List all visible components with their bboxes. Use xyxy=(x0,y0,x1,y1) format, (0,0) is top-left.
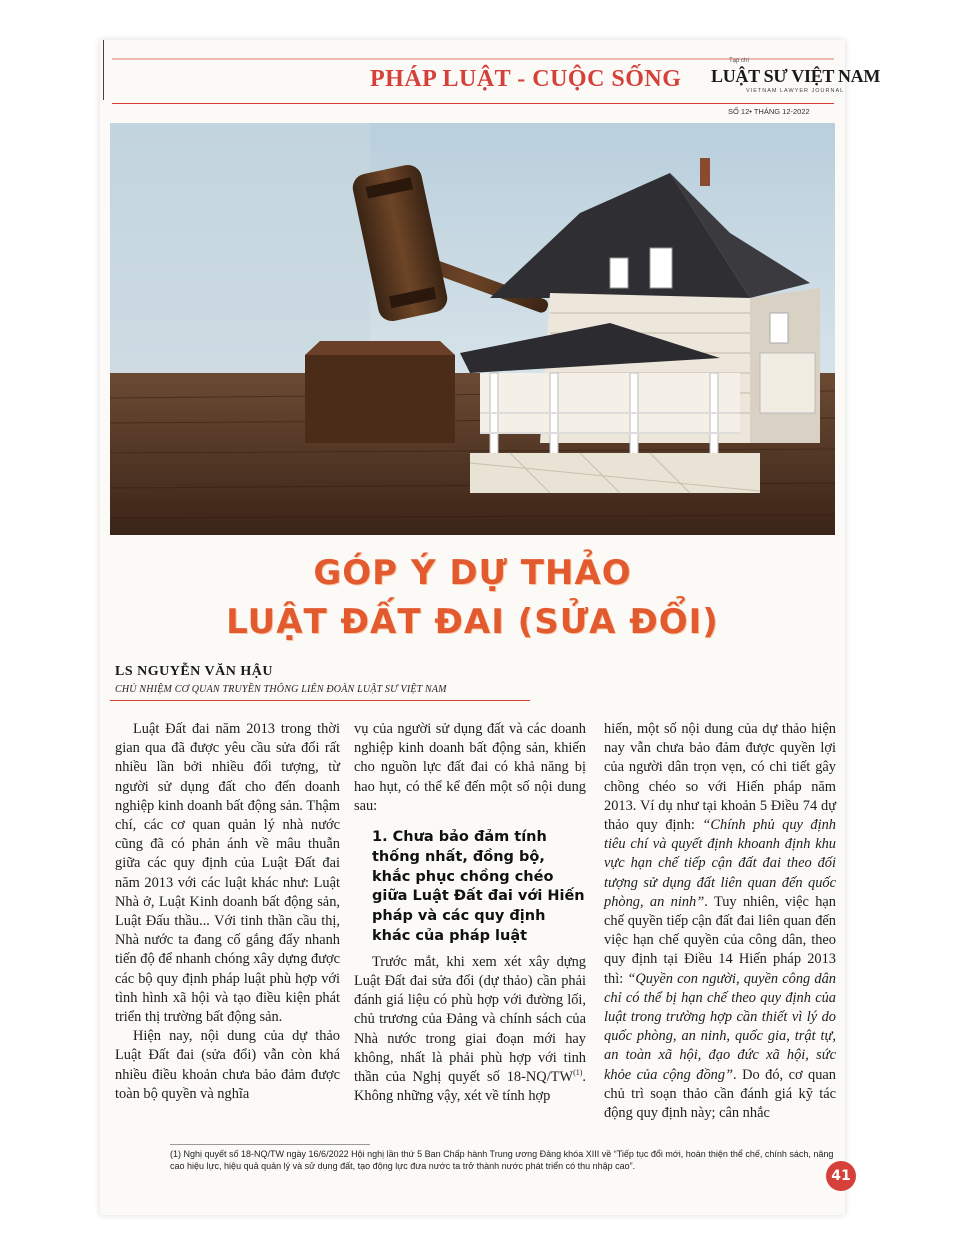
footnote: (1) Nghị quyết số 18-NQ/TW ngày 16/6/2022 Hội nghị lần thứ 5 Ban Chấp hành Trung ương Đảng khóa XIII về “Tiếp tục đổi mới, hoàn thiện thể chế, chính sách, nâng cao hiệu lực, hiệu quả quản lý và sử dụng đất, tạo động lực đưa nước ta trở thành nước phát triển có thu nhập cao”. xyxy=(170,1149,834,1171)
paragraph: hiến, một số nội dung của dự thảo hiện nay vẫn chưa bảo đảm được quyền lợi của người dân trọn vẹn, có chi tiết gây chồng chéo so với Hiến pháp năm 2013. Ví dụ như tại khoản 5 Điều 74 dự thảo quy định: “Chính phủ quy định tiêu chí và quyết định khoanh định khu vực hạn chế tiếp cận đất đai theo đối tượng sử dụng đất liên quan đến quốc phòng, an ninh”. Tuy nhiên, việc hạn chế quyền tiếp cận đất đai liên quan đến việc hạn chế quyền của công dân, theo quy định tại Điều 14 Hiến pháp 2013 thì: “Quyền con người, quyền công dân chỉ có thể bị hạn chế theo quy định của luật trong trường hợp cần thiết vì lý do quốc phòng, an ninh, quốc gia, trật tự, an toàn xã hội, đạo đức xã hội, sức khỏe của cộng đồng”. Do đó, cơ quan chủ trì soạn thảo cần đánh giá kỹ tác động quy định này; cân nhắc xyxy=(604,721,837,1122)
masthead-subtitle: VIETNAM LAWYER JOURNAL xyxy=(746,88,845,94)
footnote-ref: (1) xyxy=(573,1068,583,1078)
paragraph: Luật Đất đai năm 2013 trong thời gian qua đã được yêu cầu sửa đổi rất nhiều lần bởi nhiều đối tượng, từ người sử dụng đất cho đến doanh nghiệp kinh doanh bất động sản. Thậm chí, các cơ quan quản lý nhà nước cũng đã có phản ánh về mâu thuẫn giữa các quy định của Luật Đất đai năm 2013 với các luật khác như: Luật Nhà ở, Luật Kinh doanh bất động sản, Luật Đấu thầu... Với tinh thần cầu thị, Nhà nước ta đang cố gắng đẩy nhanh tiến độ để nhanh chóng xây dựng được các bộ quy định pháp luật phù hợp với tình hình xã hội và tạo điều kiện phát triển thị trường bất động sản. xyxy=(115,721,340,1026)
column-3 xyxy=(604,720,836,1123)
paragraph: vụ của người sử dụng đất và các doanh nghiệp kinh doanh bất động sản, khiến cho nguồn lực đất đai có khả năng bị hao hụt, có thể kể đến một số nội dung sau: xyxy=(354,721,586,814)
article-title-line-1: GÓP Ý DỰ THẢO xyxy=(313,553,632,593)
issue-info: SỐ 12• THÁNG 12-2022 xyxy=(728,107,810,116)
header-rule xyxy=(112,103,834,104)
paragraph: Trước mắt, khi xem xét xây dựng Luật Đất đai sửa đổi (dự thảo) cần phải đánh giá liệu có phù hợp với đường lối, chủ trương của Đảng và chính sách của Nhà nước trong giai đoạn mới hay không, nhất là phải phù hợp với tinh thần của Nghị quyết số 18-NQ/TW$^{(1)}$. Không những vậy, xét về tính hợp xyxy=(354,953,586,1105)
paragraph: Hiện nay, nội dung của dự thảo Luật Đất đai (sửa đổi) vẫn còn khá nhiều điều khoản chưa bảo đảm được toàn bộ quyền và nghĩa xyxy=(115,1028,340,1102)
author-name: LS NGUYỄN VĂN HẬU xyxy=(115,664,273,679)
article-title-line-2: LUẬT ĐẤT ĐAI (SỬA ĐỔI) xyxy=(226,602,719,642)
header-top-rule xyxy=(112,58,834,60)
gavel-and-house-photo xyxy=(110,123,835,535)
masthead-label: Tạp chí xyxy=(729,58,750,64)
page-number: 41 xyxy=(826,1161,856,1191)
footnote-rule xyxy=(170,1144,370,1145)
masthead: LUẬT SƯ VIỆT NAM xyxy=(711,66,881,86)
column-1 xyxy=(115,720,340,1104)
hero-image xyxy=(110,123,835,535)
section-heading: 1. Chưa bảo đảm tính thống nhất, đồng bộ, khắc phục chồng chéo giữa Luật Đất đai với Hiến pháp và các quy định khác của pháp luật xyxy=(372,829,585,944)
author-role: CHỦ NHIỆM CƠ QUAN TRUYỀN THÔNG LIÊN ĐOÀN LUẬT SƯ VIỆT NAM xyxy=(115,684,447,695)
crop-mark xyxy=(103,40,114,100)
section-title: PHÁP LUẬT - CUỘC SỐNG xyxy=(370,66,682,92)
column-2 xyxy=(354,720,586,1106)
quote: “Chính phủ quy định tiêu chí và quyết định khoanh định khu vực hạn chế tiếp cận đất đai theo đối tượng sử dụng đất liên quan đến quốc phòng, an ninh” xyxy=(604,817,836,910)
author-rule xyxy=(110,700,530,701)
quote: “Quyền con người, quyền công dân chỉ có thể bị hạn chế theo quy định của luật trong trường hợp cần thiết vì lý do quốc phòng, an ninh, quốc gia, trật tự, an toàn xã hội, đạo đức xã hội, sức khỏe của cộng đồng” xyxy=(604,970,837,1083)
